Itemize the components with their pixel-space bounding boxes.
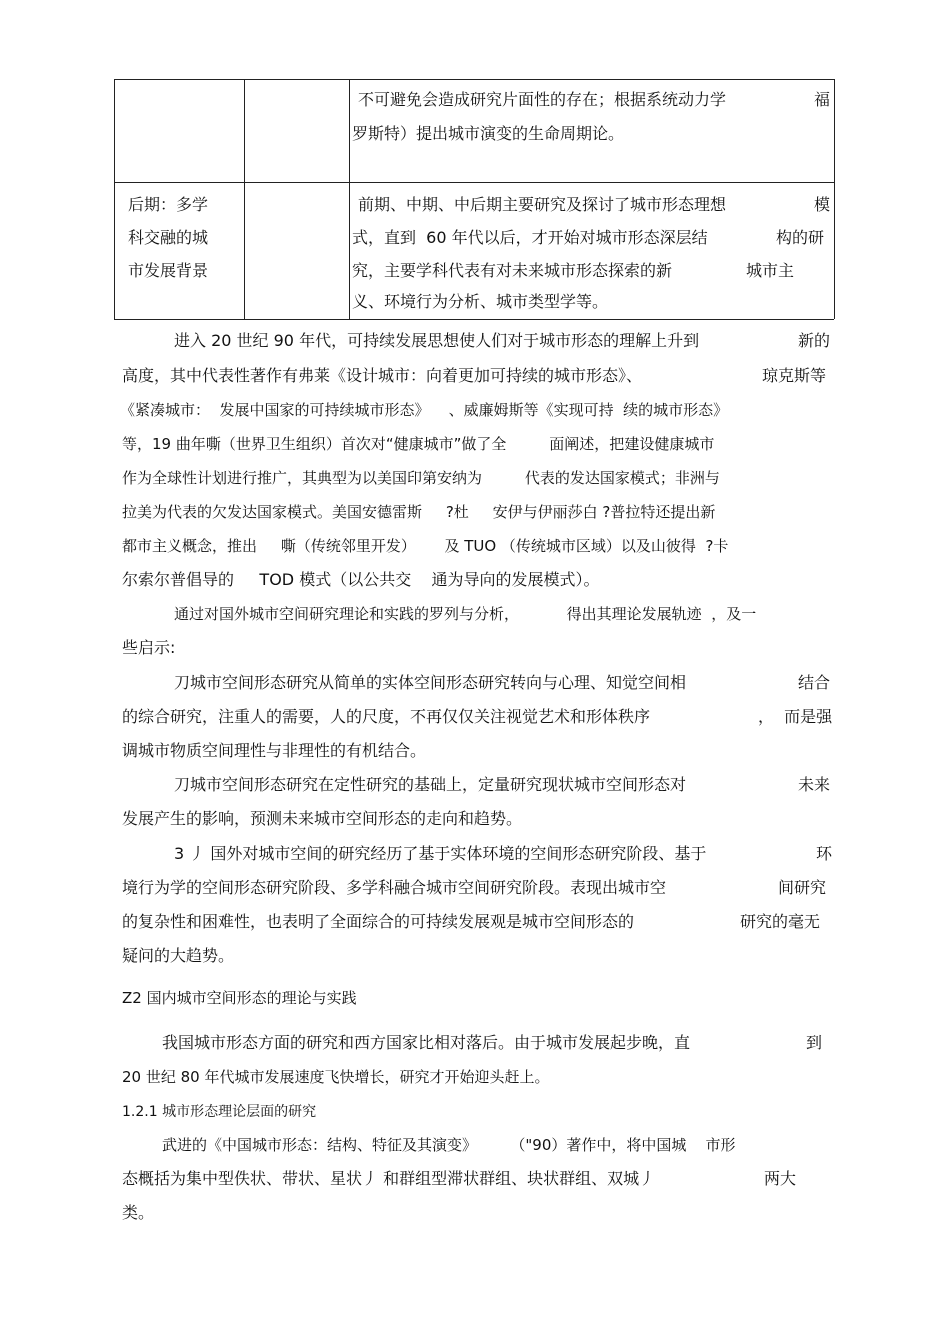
paragraph-line: 态概括为集中型佚状、带状、星状丿 和群组型滞状群组、块状群组、双城丿	[122, 1169, 656, 1188]
paragraph-line: 《紧凑城市： 发展中国家的可持续城市形态》 、威廉姆斯等《实现可持 续的城市形态》	[120, 401, 729, 419]
paragraph-line: 高度，其中代表性著作有弗莱《设计城市：向着更加可持续的城市形态》、	[122, 366, 643, 385]
table-cell-text: 究，主要学科代表有对未来城市形态探索的新	[352, 261, 673, 280]
paragraph-line: 的复杂性和困难性，也表明了全面综合的可持续发展观是城市空间形态的	[122, 912, 635, 931]
subsection-heading: 1.2.1 城市形态理论层面的研究	[122, 1104, 317, 1120]
paragraph-line: 拉美为代表的欠发达国家模式。美国安德雷斯 ?杜 安伊与伊丽莎白 ?普拉特还提出新	[122, 503, 716, 521]
paragraph-line: 的综合研究，注重人的需要，人的尺度，不再仅仅关注视觉艺术和形体秩序	[122, 707, 651, 726]
history-table	[114, 79, 834, 319]
paragraph-line: 我国城市形态方面的研究和西方国家比相对落后。由于城市发展起步晚，直	[162, 1033, 691, 1052]
table-col-divider-1	[244, 79, 245, 319]
table-row-divider	[114, 182, 834, 183]
table-cell-text: 不可避免会造成研究片面性的存在；根据系统动力学	[358, 90, 727, 109]
table-cell-text: 式，直到 60 年代以后，才开始对城市形态深层结	[352, 228, 708, 247]
paragraph-line: 刀城市空间形态研究从简单的实体空间形态研究转向与心理、知觉空间相	[174, 673, 687, 692]
section-heading: Z2 国内城市空间形态的理论与实践	[122, 989, 357, 1007]
table-border-top	[114, 79, 834, 80]
paragraph-line: 发展产生的影响，预测未来城市空间形态的走向和趋势。	[122, 809, 523, 828]
paragraph-line: 刀城市空间形态研究在定性研究的基础上，定量研究现状城市空间形态对	[174, 775, 687, 794]
paragraph-line: 都市主义概念，推出 嘶（传统邻里开发） 及 TUO （传统城市区域）以及山彼得 ?卡	[122, 537, 729, 555]
paragraph-line: 调城市物质空间理性与非理性的有机结合。	[122, 741, 427, 760]
table-cell-text: 义、环境行为分析、城市类型学等。	[352, 292, 609, 311]
paragraph-line: 尔索尔普倡导的 TOD 模式（以公共交 通为导向的发展模式）。	[122, 570, 600, 589]
paragraph-line: 等，19 曲年嘶（世界卫生组织）首次对“健康城市”做了全 面阐述，把建设健康城市	[122, 435, 715, 453]
paragraph-line: 类。	[122, 1203, 155, 1222]
table-cell-text-right: 模	[814, 195, 831, 214]
table-col-divider-2	[349, 79, 350, 319]
paragraph-line-end: ， 而是强	[758, 707, 833, 726]
paragraph-line: 武进的《中国城市形态：结构、特征及其演变》 （"90）著作中，将中国城 市形	[162, 1136, 736, 1154]
paragraph-line-end: 到	[806, 1033, 823, 1052]
table-cell-text-right: 构的研	[776, 228, 825, 247]
paragraph-line: 进入 20 世纪 90 年代，可持续发展思想使人们对于城市形态的理解上升到	[174, 331, 700, 350]
table-row-label: 后期：多学	[128, 195, 209, 214]
paragraph-line-end: 琼克斯等	[762, 366, 827, 385]
paragraph-line: 境行为学的空间形态研究阶段、多学科融合城市空间研究阶段。表现出城市空	[122, 878, 667, 897]
paragraph-line-end: 新的	[798, 331, 831, 350]
table-border-right	[834, 79, 835, 319]
table-row-label: 市发展背景	[128, 261, 209, 280]
paragraph-line: 3 丿 国外对城市空间的研究经历了基于实体环境的空间形态研究阶段、基于	[174, 844, 707, 863]
table-row-label: 科交融的城	[128, 228, 209, 247]
paragraph-line: 20 世纪 80 年代城市发展速度飞快增长，研究才开始迎头赶上。	[122, 1068, 550, 1086]
paragraph-line-end: 环	[816, 844, 833, 863]
paragraph-line: 疑问的大趋势。	[122, 946, 235, 965]
table-cell-text: 罗斯特）提出城市演变的生命周期论。	[352, 124, 625, 143]
paragraph-line-end: 结合	[798, 673, 831, 692]
paragraph-line-end: 研究的毫无	[740, 912, 821, 931]
table-border-left	[114, 79, 115, 319]
paragraph-line: 通过对国外城市空间研究理论和实践的罗列与分析， 得出其理论发展轨迹 ，及一	[174, 605, 757, 623]
table-cell-text-right: 福	[814, 90, 831, 109]
paragraph-line-end: 两大	[764, 1169, 797, 1188]
paragraph-line: 作为全球性计划进行推广，其典型为以美国印第安纳为 代表的发达国家模式；非洲与	[122, 469, 720, 487]
paragraph-line-end: 间研究	[778, 878, 827, 897]
paragraph-line-end: 未来	[798, 775, 831, 794]
table-cell-text: 前期、中期、中后期主要研究及探讨了城市形态理想	[358, 195, 727, 214]
table-border-bottom	[114, 319, 834, 320]
paragraph-line: 些启示:	[122, 638, 176, 657]
table-cell-text-right: 城市主	[746, 261, 795, 280]
